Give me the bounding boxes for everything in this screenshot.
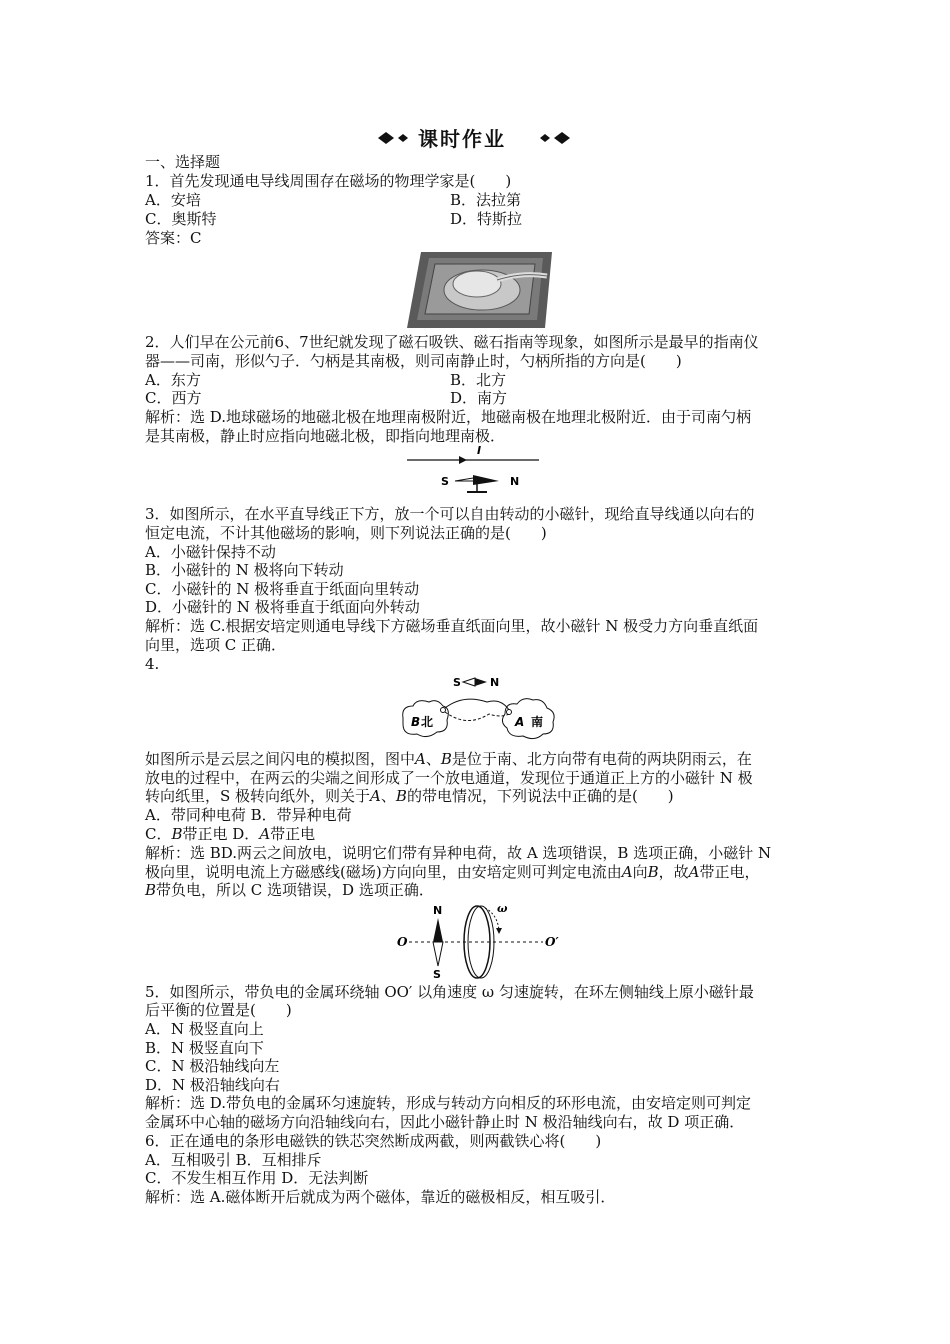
axis-o-prime-label: O′ bbox=[545, 935, 559, 949]
fig4-s-label: S bbox=[453, 676, 461, 689]
q5-stem-line2: 后平衡的位置是( ) bbox=[145, 1001, 292, 1019]
fig4-compass-icon bbox=[463, 678, 475, 686]
q5-option-c: C．N 极沿轴线向左 bbox=[145, 1057, 280, 1075]
q3-explanation-line2: 向里，选项 C 正确． bbox=[145, 636, 287, 654]
q3-option-b: B．小磁针的 N 极将向下转动 bbox=[145, 561, 344, 579]
fig4-n-label: N bbox=[490, 676, 500, 689]
q4-options-ab: A．带同种电荷 B．带异种电荷 bbox=[145, 806, 352, 824]
q5-option-a: A．N 极竖直向上 bbox=[145, 1020, 264, 1038]
q6-explanation: 解析：选 A.磁体断开后就成为两个磁体，靠近的磁极相反，相互吸引． bbox=[145, 1188, 616, 1206]
q5-explanation-line2: 金属环中心轴的磁场方向沿轴线向右，因此小磁针静止时 N 极沿轴线向右，故 D 项正确． bbox=[145, 1113, 745, 1131]
q3-option-d: D．小磁针的 N 极将垂直于纸面向外转动 bbox=[145, 598, 420, 616]
q2-option-c: C．西方 bbox=[145, 389, 202, 407]
q2-stem-line2: 器——司南，形似勺子．勺柄是其南极，则司南静止时，勺柄所指的方向是( ) bbox=[145, 352, 682, 370]
fig4-bei-label: 北 bbox=[421, 715, 434, 729]
cloud-lightning-diagram bbox=[397, 672, 559, 746]
rotating-ring-diagram bbox=[397, 900, 567, 982]
fig4-nan-label: 南 bbox=[531, 715, 544, 729]
fig4-a-label: A bbox=[515, 715, 525, 729]
q1-option-a: A．安培 bbox=[145, 191, 201, 209]
q3-option-c: C．小磁针的 N 极将垂直于纸面向里转动 bbox=[145, 580, 420, 598]
q4-stem-line3: 转向纸里，S 极转向纸外，则关于A、B的带电情况，下列说法中正确的是( ) bbox=[145, 787, 674, 805]
q4-stem-line2: 放电的过程中，在两云的尖端之间形成了一个放电通道，发现位于通道正上方的小磁针 N 极 bbox=[145, 769, 753, 787]
omega-label: ω bbox=[497, 902, 508, 915]
q4-explanation-line2: 极向里，说明电流上方磁感线(磁场)方向向里，由安培定则可判定电流由A向B，故A带正电， bbox=[145, 863, 760, 881]
q4-stem-line1: 如图所示是云层之间闪电的模拟图，图中A、B是位于南、北方向带有电荷的两块阴雨云，在 bbox=[145, 750, 752, 768]
q5-option-b: B．N 极竖直向下 bbox=[145, 1039, 264, 1057]
page-title: 课时作业 bbox=[418, 127, 506, 151]
fig4-b-label: B bbox=[411, 715, 421, 729]
fig5-s-label: S bbox=[433, 968, 441, 981]
q2-stem-line1: 2．人们早在公元前6、7世纪就发现了磁石吸铁、磁石指南等现象，如图所示是最早的指南仪 bbox=[145, 333, 759, 351]
page-title-block bbox=[378, 126, 578, 154]
q1-option-c: C．奥斯特 bbox=[145, 210, 217, 228]
cloud-a-icon bbox=[502, 699, 554, 739]
q6-stem: 6．正在通电的条形电磁铁的铁芯突然断成两截，则两截铁心将( ) bbox=[145, 1132, 602, 1150]
q3-stem-line2: 恒定电流，不计其他磁场的影响，则下列说法正确的是( ) bbox=[145, 524, 547, 542]
current-label: I bbox=[477, 444, 482, 457]
q3-option-a: A．小磁针保持不动 bbox=[145, 543, 276, 561]
q1-answer: 答案：C bbox=[145, 229, 202, 247]
q5-explanation-line1: 解析：选 D.带负电的金属环匀速旋转，形成与转动方向相反的环形电流，由安培定则可判定 bbox=[145, 1094, 752, 1112]
q1-option-b: B．法拉第 bbox=[450, 191, 522, 209]
q2-option-b: B．北方 bbox=[450, 371, 507, 389]
q6-options-cd: C．不发生相互作用 D．无法判断 bbox=[145, 1169, 369, 1187]
q6-options-ab: A．互相吸引 B．互相排斥 bbox=[145, 1151, 322, 1169]
q2-option-a: A．东方 bbox=[145, 371, 201, 389]
q3-explanation-line1: 解析：选 C.根据安培定则通电导线下方磁场垂直纸面向里，故小磁针 N 极受力方向垂直纸面 bbox=[145, 617, 759, 635]
q5-stem-line1: 5．如图所示，带负电的金属环绕轴 OO′ 以角速度 ω 匀速旋转，在环左侧轴线上原小磁针最 bbox=[145, 983, 754, 1001]
q2-explanation-line2: 是其南极，静止时应指向地磁北极，即指向地理南极． bbox=[145, 427, 506, 445]
q4-options-cd: C．B带正电 D．A带正电 bbox=[145, 825, 316, 843]
q4-explanation-line1: 解析：选 BD.两云之间放电，说明它们带有异种电荷，故 A 选项错误，B 选项正确，小磁针 N bbox=[145, 844, 772, 862]
fig5-compass-icon bbox=[433, 918, 443, 942]
q4-number: 4. bbox=[145, 655, 160, 673]
compass-s-label: S bbox=[441, 475, 449, 488]
q1-option-d: D．特斯拉 bbox=[450, 210, 523, 228]
q5-option-d: D．N 极沿轴线向右 bbox=[145, 1076, 280, 1094]
axis-o-label: O bbox=[397, 935, 408, 949]
wire-compass-diagram bbox=[407, 442, 542, 498]
q4-explanation-line3: B带负电，所以 C 选项错误，D 选项正确． bbox=[145, 881, 434, 899]
q1-stem: 1．首先发现通电导线周围存在磁场的物理学家是( ) bbox=[145, 172, 512, 190]
sinan-spoon-image bbox=[407, 250, 552, 330]
fig5-n-label: N bbox=[433, 904, 443, 917]
compass-n-label: N bbox=[510, 475, 520, 488]
q3-stem-line1: 3．如图所示，在水平直导线正下方，放一个可以自由转动的小磁针，现给直导线通以向右的 bbox=[145, 505, 755, 523]
q2-explanation-line1: 解析：选 D.地球磁场的地磁北极在地理南极附近，地磁南极在地理北极附近．由于司南勺柄 bbox=[145, 408, 752, 426]
section-heading: 一、选择题 bbox=[145, 153, 221, 171]
q2-option-d: D．南方 bbox=[450, 389, 508, 407]
